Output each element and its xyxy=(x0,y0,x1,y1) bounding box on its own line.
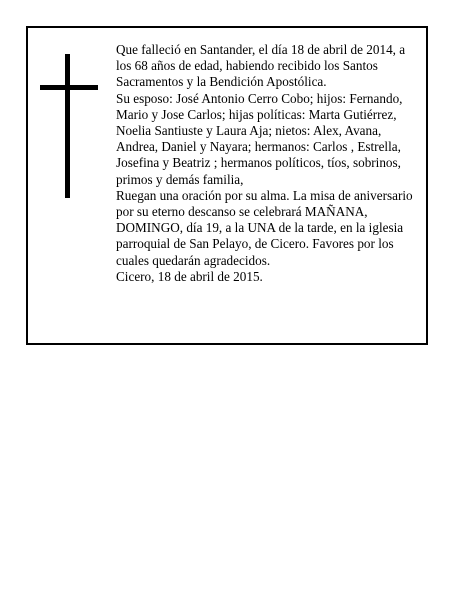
notice-paragraph-mass: Ruegan una oración por su alma. La misa de aniversario por su eterno descanso se celebrará MAÑANA, DOMINGO, día 19, a la UNA de la tarde, en la iglesia parroquial de San Pelayo, de Cicero. Favores por los cuales quedarán agradecidos. xyxy=(116,187,413,268)
notice-paragraph-family: Su esposo: José Antonio Cerro Cobo; hijos: Fernando, Mario y Jose Carlos; hijas políticas: Marta Gutiérrez, Noelia Santiuste y Laura Aja; nietos: Alex, Avana, Andrea, Daniel y Nayara; hermanos: Carlos , Estrella, Josefina y Beatriz ; hermanos políticos, tíos, sobrinos, primos y demás familia, xyxy=(116,90,403,187)
cross-vertical-bar xyxy=(65,54,70,198)
cross-horizontal-bar xyxy=(40,85,98,90)
notice-paragraph-death: Que falleció en Santander, el día 18 de abril de 2014, a los 68 años de edad, habiendo recibido los Santos Sacramentos y la Bendición Apostólica. xyxy=(116,42,406,90)
obituary-notice xyxy=(26,26,428,345)
notice-paragraph-date: Cicero, 18 de abril de 2015. xyxy=(116,268,263,284)
notice-text xyxy=(116,42,422,285)
cross-icon xyxy=(40,54,98,198)
